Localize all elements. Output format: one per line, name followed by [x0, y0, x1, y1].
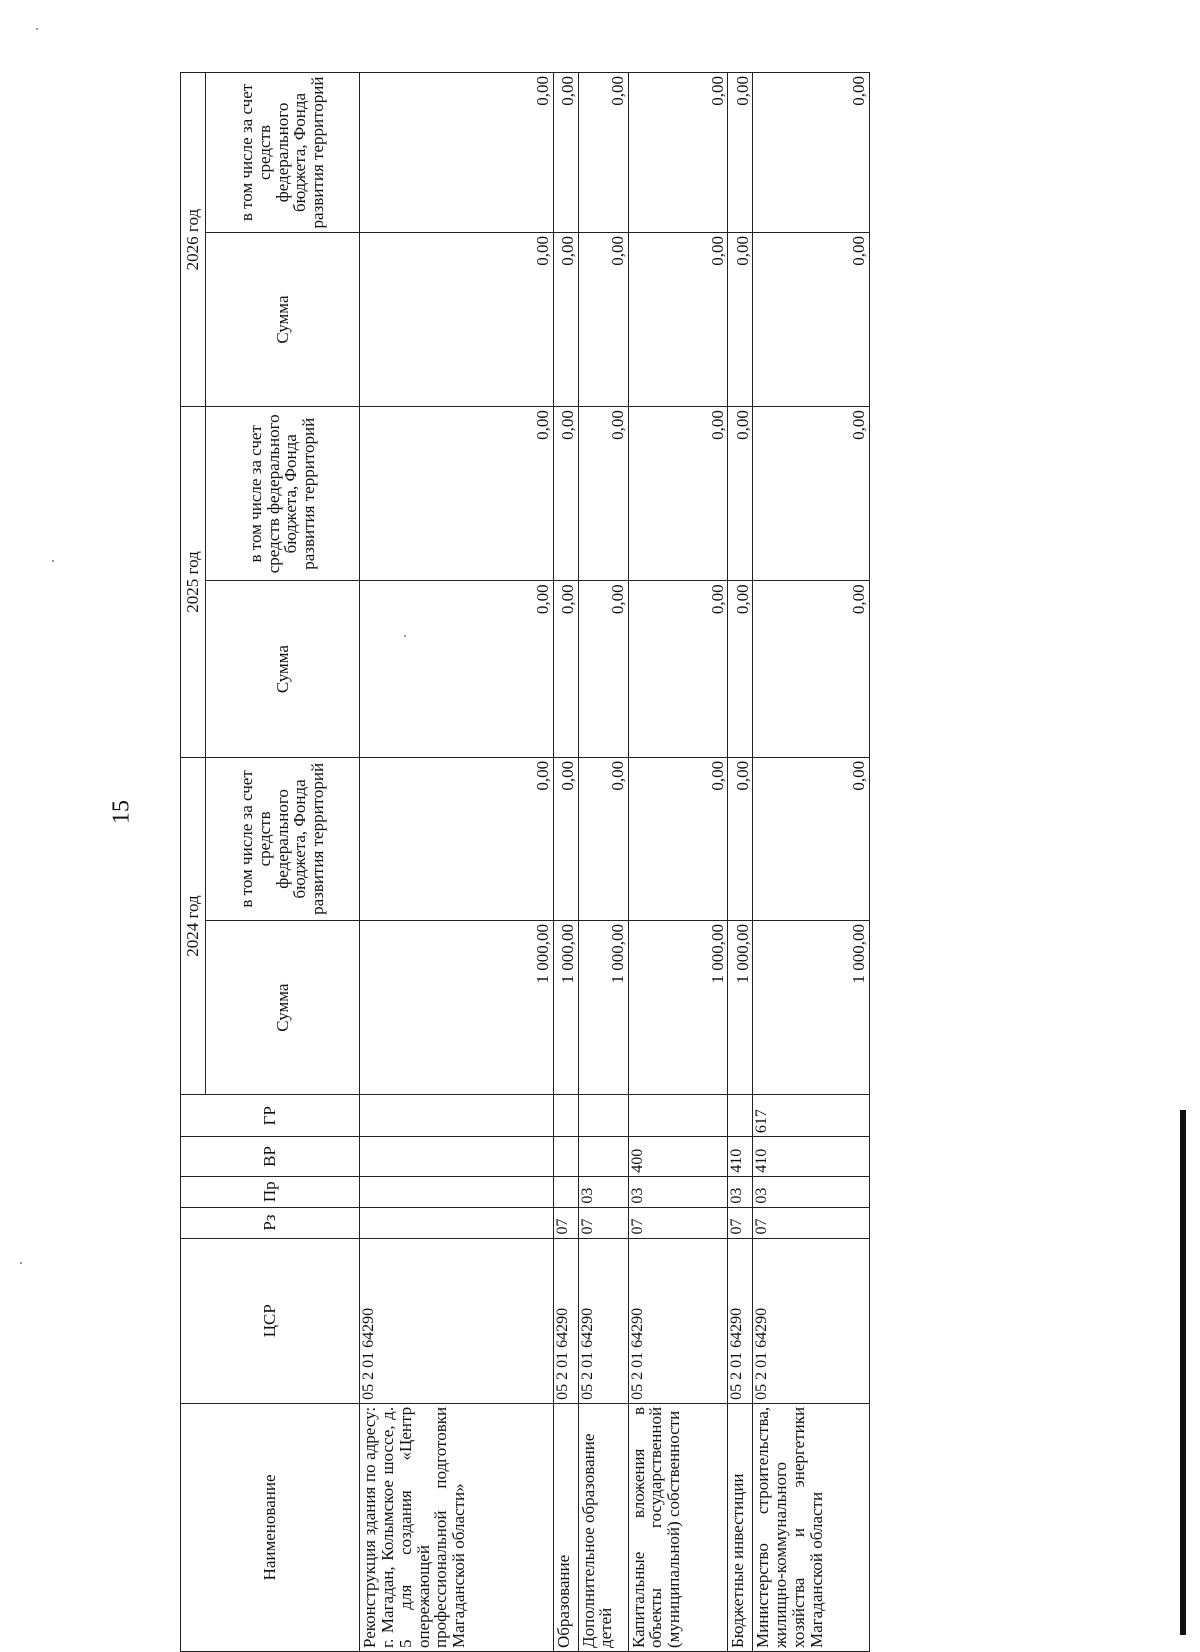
- row-rz: 07: [728, 1207, 753, 1238]
- row-pr: 03: [728, 1176, 753, 1207]
- row-sum-2025: 0,00: [728, 581, 753, 757]
- scan-dust: [20, 1262, 22, 1264]
- row-gr: [553, 1095, 578, 1137]
- scan-edge-line: [1180, 1110, 1186, 1635]
- row-sum-2024: 1 000,00: [553, 921, 578, 1095]
- row-vr: [553, 1137, 578, 1177]
- row-federal-2026: 0,00: [578, 73, 628, 233]
- header-federal-2024: в том числе за счет средств федерального бюджета, Фонда развития территорий: [205, 757, 359, 920]
- row-federal-2026: 0,00: [553, 73, 578, 233]
- row-federal-2026: 0,00: [753, 73, 870, 233]
- row-sum-2024: 1 000,00: [360, 921, 554, 1095]
- row-gr: [578, 1095, 628, 1137]
- row-name: Образование: [553, 1403, 578, 1651]
- row-federal-2026: 0,00: [628, 73, 728, 233]
- row-sum-2024: 1 000,00: [753, 921, 870, 1095]
- table-row: [753, 73, 870, 1652]
- row-sum-2026: 0,00: [553, 232, 578, 406]
- row-federal-2025: 0,00: [628, 407, 728, 581]
- row-name: Бюджетные инвестиции: [728, 1403, 753, 1651]
- row-federal-2025: 0,00: [753, 407, 870, 581]
- header-federal-2025: в том числе за счет средств федерального бюджета, Фонда развития территорий: [205, 407, 359, 581]
- row-pr: 03: [578, 1176, 628, 1207]
- table-row: [628, 73, 728, 1652]
- row-rz: 07: [753, 1207, 870, 1238]
- row-federal-2026: 0,00: [360, 73, 554, 233]
- row-gr: [728, 1095, 753, 1137]
- row-vr: 410: [728, 1137, 753, 1177]
- row-csr: 05 2 01 64290: [578, 1238, 628, 1403]
- row-pr: 03: [628, 1176, 728, 1207]
- row-sum-2026: 0,00: [360, 232, 554, 406]
- scan-dust: [36, 28, 38, 30]
- row-sum-2024: 1 000,00: [628, 921, 728, 1095]
- row-sum-2026: 0,00: [578, 232, 628, 406]
- header-year-2026: 2026 год: [181, 73, 206, 407]
- header-sum-2025: Сумма: [205, 581, 359, 757]
- row-federal-2025: 0,00: [728, 407, 753, 581]
- row-federal-2024: 0,00: [553, 757, 578, 920]
- table-row: [728, 73, 753, 1652]
- header-gr: ГР: [181, 1095, 360, 1137]
- row-vr: 400: [628, 1137, 728, 1177]
- row-sum-2026: 0,00: [628, 232, 728, 406]
- header-row-years: [181, 73, 206, 1652]
- row-sum-2024: 1 000,00: [728, 921, 753, 1095]
- row-rz: 07: [628, 1207, 728, 1238]
- header-name: Наименование: [181, 1403, 360, 1651]
- row-sum-2025: 0,00: [578, 581, 628, 757]
- header-year-2025: 2025 год: [181, 407, 206, 758]
- header-sum-2024: Сумма: [205, 921, 359, 1095]
- header-federal-2026: в том числе за счет средств федерального бюджета, Фонда развития территорий: [205, 73, 359, 233]
- row-federal-2025: 0,00: [360, 407, 554, 581]
- row-vr: [578, 1137, 628, 1177]
- row-federal-2024: 0,00: [753, 757, 870, 920]
- row-pr: [360, 1176, 554, 1207]
- row-name: Министерство строительства, жилищно-коммунального хозяйства и энергетики Магаданской области: [753, 1403, 870, 1651]
- table-row: [553, 73, 578, 1652]
- rotated-table-wrapper: [180, 72, 870, 1652]
- row-sum-2026: 0,00: [728, 232, 753, 406]
- row-csr: 05 2 01 64290: [628, 1238, 728, 1403]
- row-sum-2025: 0,00: [753, 581, 870, 757]
- row-csr: 05 2 01 64290: [753, 1238, 870, 1403]
- row-pr: 03: [753, 1176, 870, 1207]
- header-vr: ВР: [181, 1137, 360, 1177]
- row-rz: [360, 1207, 554, 1238]
- row-vr: [360, 1137, 554, 1177]
- header-pr: Пр: [181, 1176, 360, 1207]
- scan-dust: [52, 560, 54, 562]
- row-federal-2024: 0,00: [728, 757, 753, 920]
- scan-dust: [404, 635, 406, 637]
- page-number: 15: [108, 800, 135, 824]
- row-sum-2024: 1 000,00: [578, 921, 628, 1095]
- row-gr: [360, 1095, 554, 1137]
- row-pr: [553, 1176, 578, 1207]
- row-sum-2025: 0,00: [553, 581, 578, 757]
- row-sum-2026: 0,00: [753, 232, 870, 406]
- table-row: [360, 73, 554, 1652]
- row-federal-2024: 0,00: [628, 757, 728, 920]
- row-federal-2026: 0,00: [728, 73, 753, 233]
- budget-table: [180, 72, 870, 1652]
- row-gr: [628, 1095, 728, 1137]
- row-federal-2025: 0,00: [578, 407, 628, 581]
- row-rz: 07: [553, 1207, 578, 1238]
- row-vr: 410: [753, 1137, 870, 1177]
- row-csr: 05 2 01 64290: [553, 1238, 578, 1403]
- row-federal-2025: 0,00: [553, 407, 578, 581]
- row-federal-2024: 0,00: [360, 757, 554, 920]
- table-row: [578, 73, 628, 1652]
- row-federal-2024: 0,00: [578, 757, 628, 920]
- row-csr: 05 2 01 64290: [360, 1238, 554, 1403]
- header-rz: Рз: [181, 1207, 360, 1238]
- row-gr: 617: [753, 1095, 870, 1137]
- header-year-2024: 2024 год: [181, 757, 206, 1094]
- header-sum-2026: Сумма: [205, 232, 359, 406]
- row-csr: 05 2 01 64290: [728, 1238, 753, 1403]
- row-sum-2025: 0,00: [628, 581, 728, 757]
- row-name: Капитальные вложения в объекты государственной (муниципальной) собственности: [628, 1403, 728, 1651]
- row-rz: 07: [578, 1207, 628, 1238]
- header-csr: ЦСР: [181, 1238, 360, 1403]
- row-sum-2025: 0,00: [360, 581, 554, 757]
- row-name: Реконструкция здания по адресу: г. Магадан, Колымское шоссе, д. 5 для создания «Центр опережающей профессиональной подготовки Магаданской области»: [360, 1403, 554, 1651]
- row-name: Дополнительное образование детей: [578, 1403, 628, 1651]
